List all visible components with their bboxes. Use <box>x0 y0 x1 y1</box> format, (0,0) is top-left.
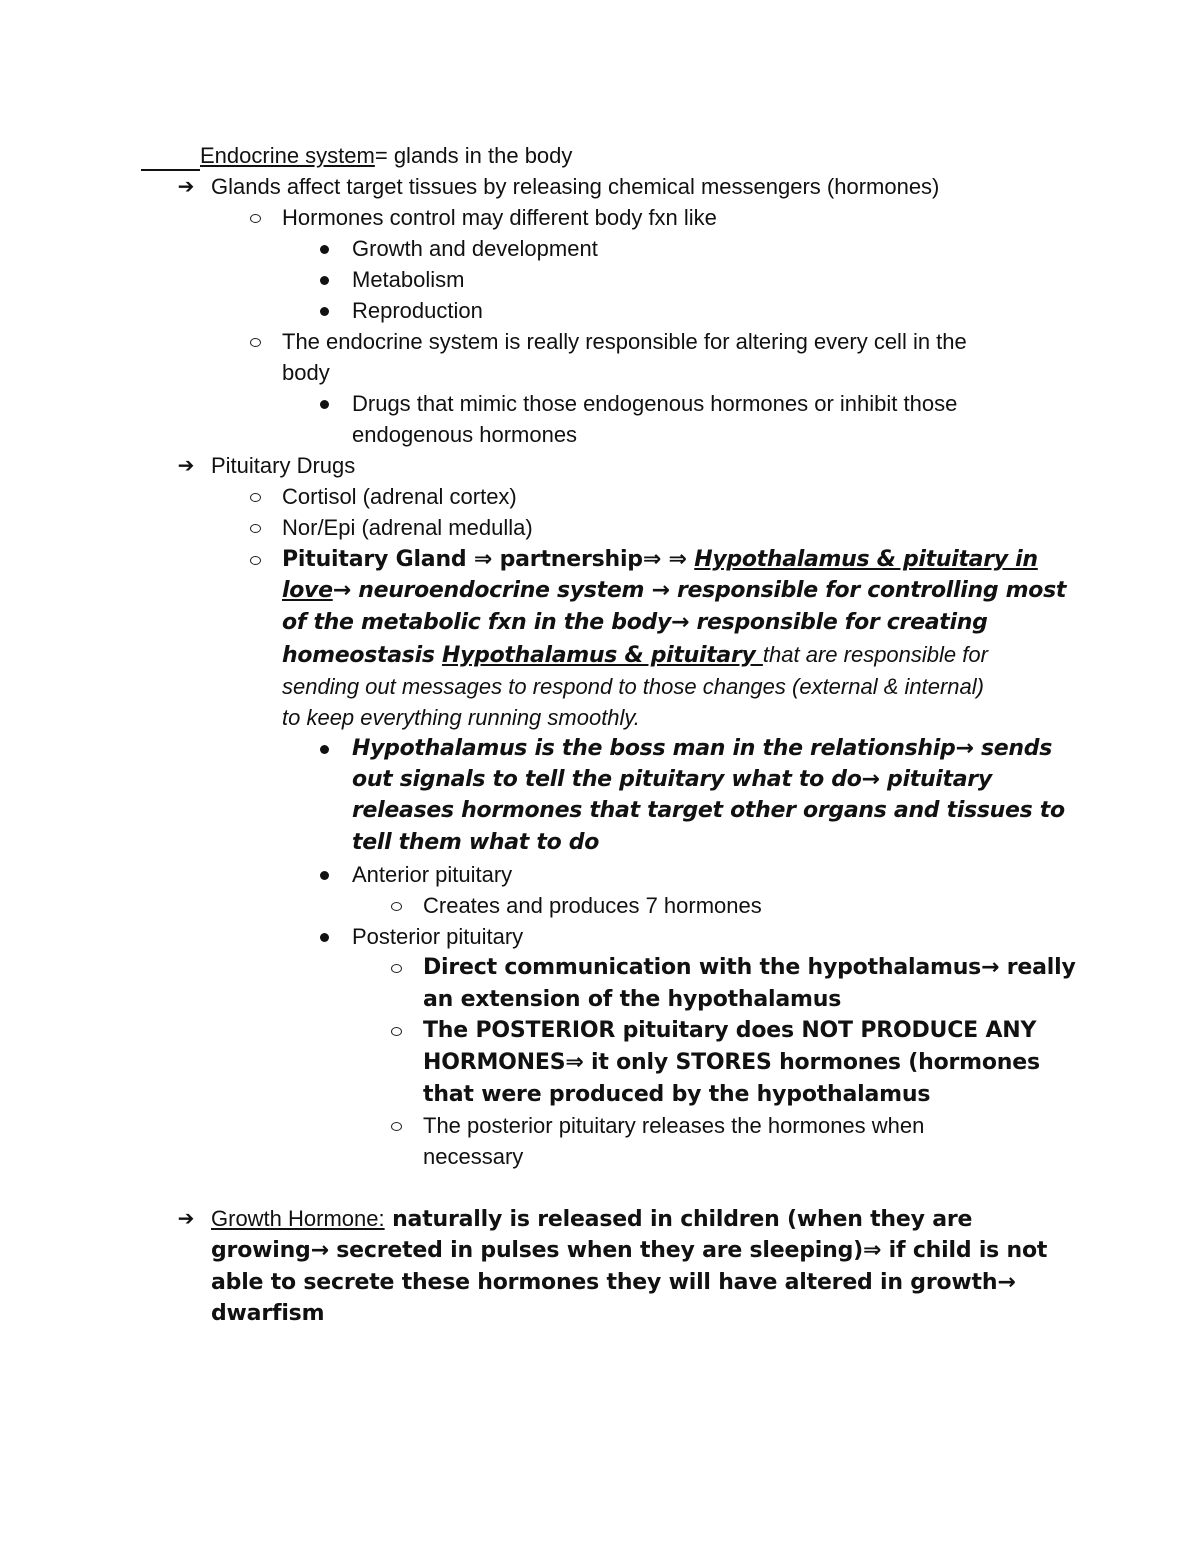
circle-bullet-icon <box>250 556 261 565</box>
circle-bullet-icon <box>250 214 261 223</box>
dot-bullet-icon <box>320 276 329 285</box>
growth-hormone-line4: dwarfism <box>211 1301 325 1326</box>
pituitary-gland-line2 <box>282 575 1066 606</box>
pg-l4b: Hypothalamus & pituitary <box>441 643 763 668</box>
post1-line: Direct communication with the hypothalamus→ really <box>423 955 1076 980</box>
s1-b-item-line2: endogenous hormones <box>352 422 578 447</box>
title-line <box>200 140 572 171</box>
growth-hormone-label: Growth Hormone: <box>211 1206 385 1231</box>
anterior-pituitary: Anterior pituitary <box>352 862 513 887</box>
circle-bullet-icon <box>250 338 261 347</box>
dot-bullet-icon <box>320 871 329 880</box>
circle-bullet-icon <box>391 964 402 973</box>
pituitary-gland-line1 <box>282 544 1038 575</box>
growth-hormone-line2: growing→ secreted in pulses when they are sleeping)⇒ if child is not <box>211 1238 1048 1263</box>
pg-l2b: → neuroendocrine system → responsible for controlling most <box>332 578 1067 603</box>
boss-line: out signals to tell the pituitary what to do→ pituitary <box>352 767 992 792</box>
anterior-sub: Creates and produces 7 hormones <box>423 893 762 918</box>
s1-a-item: Reproduction <box>352 298 483 323</box>
s1-b-line1: The endocrine system is really responsible for altering every cell in the <box>282 329 967 354</box>
s1-a-item: Growth and development <box>352 236 598 261</box>
post3-line: necessary <box>423 1144 524 1169</box>
circle-bullet-icon <box>250 524 261 533</box>
s1-text: Glands affect target tissues by releasing chemical messengers (hormones) <box>211 174 940 199</box>
circle-bullet-icon <box>391 1122 402 1131</box>
pg-l2a: love <box>282 578 333 603</box>
dot-bullet-icon <box>320 400 329 409</box>
title-rest: = glands in the body <box>374 143 573 168</box>
posterior-pituitary: Posterior pituitary <box>352 924 524 949</box>
post2-line: HORMONES⇒ it only STORES hormones (hormones <box>423 1050 1040 1075</box>
dot-bullet-icon <box>320 745 329 754</box>
pg-l1b: Hypothalamus & pituitary in <box>694 547 1038 572</box>
post2-line: that were produced by the hypothalamus <box>423 1082 931 1107</box>
pituitary-gland-line5: sending out messages to respond to those changes (external & internal) <box>282 674 984 699</box>
dot-bullet-icon <box>320 933 329 942</box>
s2-c1: Cortisol (adrenal cortex) <box>282 484 517 509</box>
boss-line: tell them what to do <box>352 830 600 855</box>
s1-b-item-line1: Drugs that mimic those endogenous hormones or inhibit those <box>352 391 958 416</box>
s1-a: Hormones control may different body fxn like <box>282 205 717 230</box>
arrow-icon: ➔ <box>177 1206 195 1230</box>
dot-bullet-icon <box>320 245 329 254</box>
post3-line: The posterior pituitary releases the hormones when <box>423 1113 925 1138</box>
circle-bullet-icon <box>391 1027 402 1036</box>
pituitary-gland-line3: of the metabolic fxn in the body→ responsible for creating <box>282 610 988 635</box>
post1-line: an extension of the hypothalamus <box>423 987 842 1012</box>
pg-l1a: Pituitary Gland ⇒ partnership⇒ ⇒ <box>282 547 695 572</box>
arrow-icon: ➔ <box>177 174 195 198</box>
circle-bullet-icon <box>391 902 402 911</box>
title-underlined: Endocrine system <box>200 143 375 168</box>
gh-l1: naturally is released in children (when they are <box>384 1207 973 1232</box>
arrow-icon: ➔ <box>177 453 195 477</box>
dot-bullet-icon <box>320 307 329 316</box>
growth-hormone-line3: able to secrete these hormones they will have altered in growth→ <box>211 1270 1016 1295</box>
s1-b-line2: body <box>282 360 330 385</box>
s1-a-item: Metabolism <box>352 267 465 292</box>
boss-line: releases hormones that target other organs and tissues to <box>352 798 1065 823</box>
s2-text: Pituitary Drugs <box>211 453 356 478</box>
pituitary-gland-line4 <box>282 639 988 671</box>
pg-l4c: that are responsible for <box>762 642 988 667</box>
pg-l4a: homeostasis <box>282 643 442 668</box>
circle-bullet-icon <box>250 493 261 502</box>
boss-line: Hypothalamus is the boss man in the relationship→ sends <box>352 736 1052 761</box>
post2-line: The POSTERIOR pituitary does NOT PRODUCE ANY <box>423 1018 1037 1043</box>
pituitary-gland-line6: to keep everything running smoothly. <box>282 705 640 730</box>
s2-c2: Nor/Epi (adrenal medulla) <box>282 515 533 540</box>
growth-hormone-line1 <box>211 1203 972 1235</box>
